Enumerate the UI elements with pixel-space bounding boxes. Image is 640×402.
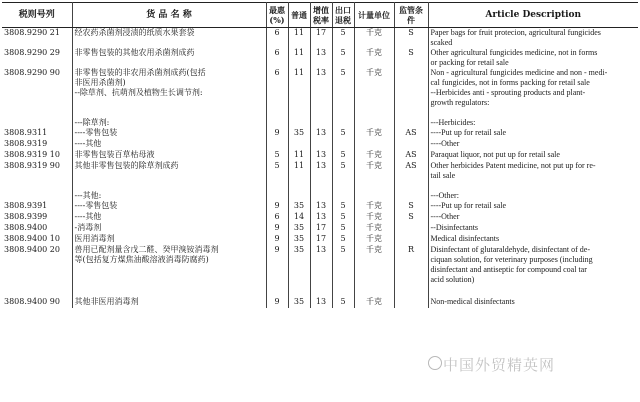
cell-code: 3808.9290 90 — [2, 68, 72, 108]
cell-description-line: tail sale — [430, 171, 456, 180]
cell-supervision — [394, 68, 428, 108]
cell-rebate: 5 — [332, 201, 354, 212]
cell-description — [428, 150, 638, 161]
cell-description — [428, 48, 638, 68]
cell-code: 3808.9400 90 — [2, 297, 72, 308]
cell-general: 11 — [288, 28, 310, 49]
cell-description-line: --Disinfectants — [430, 223, 479, 232]
cell-code: 3808.9400 20 — [2, 245, 72, 297]
cell-general: 35 — [288, 128, 310, 139]
cell-unit: 千克 — [354, 150, 394, 161]
cell-goods — [72, 245, 266, 297]
header-unit: 计量单位 — [354, 3, 394, 28]
cell-supervision: S — [394, 28, 428, 49]
cell-mfn: 6 — [266, 212, 288, 223]
cell-goods — [72, 68, 266, 108]
cell-goods-line: ---除草剂: — [74, 118, 110, 127]
cell-goods-line: 经农药杀菌剂浸渍的纸质水果套袋 — [74, 28, 195, 37]
header-supervision: 监管条件 — [394, 3, 428, 28]
cell-rebate: 5 — [332, 161, 354, 181]
cell-supervision — [394, 139, 428, 150]
cell-code: 3808.9290 21 — [2, 28, 72, 49]
watermark-text: 中国外贸精英网 — [443, 356, 556, 374]
cell-description-line: ----Other — [430, 212, 460, 221]
cell-mfn: 9 — [266, 128, 288, 139]
cell-rebate — [332, 181, 354, 201]
cell-mfn: 9 — [266, 245, 288, 297]
cell-vat — [310, 181, 332, 201]
cell-code — [2, 108, 72, 128]
cell-goods-line: 非零售包装的其他农用杀菌剂成药 — [74, 48, 195, 57]
cell-description — [428, 234, 638, 245]
cell-description-line: --Herbicides anti - sprouting products and plant- — [430, 88, 586, 97]
cell-description — [428, 212, 638, 223]
header-general: 普通 — [288, 3, 310, 28]
header-code: 税则号列 — [2, 3, 72, 28]
cell-goods — [72, 297, 266, 308]
cell-supervision — [394, 223, 428, 234]
cell-description — [428, 201, 638, 212]
cell-unit — [354, 139, 394, 150]
table-body — [2, 28, 638, 309]
cell-supervision: AS — [394, 161, 428, 181]
cell-description-line: scaked — [430, 38, 453, 47]
cell-description-line: cal fungicides, not in forms packing for retail sale — [430, 78, 590, 87]
table-row — [2, 139, 638, 150]
cell-general: 11 — [288, 150, 310, 161]
cell-code: 3808.9319 90 — [2, 161, 72, 181]
cell-rebate: 5 — [332, 223, 354, 234]
cell-goods-line: 兽用已配剂量含戊二醛、癸甲溴铵消毒剂 — [74, 245, 219, 254]
cell-supervision — [394, 108, 428, 128]
cell-vat — [310, 139, 332, 150]
table-row — [2, 212, 638, 223]
cell-description — [428, 245, 638, 297]
table-row — [2, 161, 638, 181]
cell-mfn — [266, 181, 288, 201]
cell-supervision — [394, 181, 428, 201]
cell-goods-line: 非医用杀菌剂) — [74, 78, 126, 87]
table-row — [2, 28, 638, 49]
cell-vat: 13 — [310, 297, 332, 308]
cell-rebate: 5 — [332, 68, 354, 108]
cell-mfn: 9 — [266, 201, 288, 212]
cell-goods-line: --除草剂、抗萌剂及植物生长调节剂: — [74, 88, 203, 97]
cell-unit: 千克 — [354, 223, 394, 234]
cell-goods — [72, 150, 266, 161]
cell-general: 11 — [288, 68, 310, 108]
cell-general — [288, 108, 310, 128]
cell-description — [428, 139, 638, 150]
cell-description-line: Disinfectant of glutaraldehyde, disinfectant of de- — [430, 245, 590, 254]
cell-goods — [72, 139, 266, 150]
cell-code: 3808.9400 — [2, 223, 72, 234]
cell-vat — [310, 108, 332, 128]
cell-vat: 13 — [310, 245, 332, 297]
cell-unit: 千克 — [354, 68, 394, 108]
cell-goods-line: 其他非零售包装的除草剂成药 — [74, 161, 179, 170]
cell-code — [2, 181, 72, 201]
cell-general: 35 — [288, 234, 310, 245]
table-row — [2, 48, 638, 68]
cell-goods — [72, 223, 266, 234]
cell-description-line: Non - agricultural fungicides medicine and non - medi- — [430, 68, 608, 77]
cell-vat: 13 — [310, 150, 332, 161]
header-goods: 货 品 名 称 — [72, 3, 266, 28]
header-description: Article Description — [428, 3, 638, 28]
cell-goods-line: -消毒剂 — [74, 223, 102, 232]
cell-unit — [354, 181, 394, 201]
table-row — [2, 150, 638, 161]
cell-description-line: or packing for retail sale — [430, 58, 509, 67]
cell-rebate — [332, 108, 354, 128]
table-row — [2, 181, 638, 201]
watermark-logo-icon — [428, 356, 442, 370]
cell-vat: 13 — [310, 212, 332, 223]
cell-code: 3808.9400 10 — [2, 234, 72, 245]
cell-goods — [72, 234, 266, 245]
table-row — [2, 297, 638, 308]
cell-supervision — [394, 297, 428, 308]
cell-description — [428, 161, 638, 181]
cell-supervision: S — [394, 212, 428, 223]
table-row — [2, 245, 638, 297]
cell-description — [428, 68, 638, 108]
cell-description — [428, 128, 638, 139]
cell-vat: 17 — [310, 28, 332, 49]
cell-general: 11 — [288, 161, 310, 181]
header-vat: 增值税率 — [310, 3, 332, 28]
cell-vat: 13 — [310, 68, 332, 108]
cell-description-line: acid solution) — [430, 275, 475, 284]
cell-description — [428, 181, 638, 201]
cell-mfn — [266, 108, 288, 128]
cell-vat: 13 — [310, 48, 332, 68]
cell-goods — [72, 28, 266, 49]
cell-unit: 千克 — [354, 212, 394, 223]
cell-goods-line: 非零售包装的非农用杀菌剂成药(包括 — [74, 68, 206, 77]
cell-rebate: 5 — [332, 245, 354, 297]
cell-goods-line: ---其他: — [74, 191, 102, 200]
cell-goods-line: 其他非医用消毒剂 — [74, 297, 139, 306]
cell-mfn — [266, 139, 288, 150]
cell-description-line: Other agricultural fungicides medicine, not in forms — [430, 48, 598, 57]
cell-unit: 千克 — [354, 161, 394, 181]
cell-supervision: AS — [394, 128, 428, 139]
header-mfn: 最惠(%) — [266, 3, 288, 28]
cell-vat: 13 — [310, 128, 332, 139]
cell-description-line: Paraquat liquor, not put up for retail sale — [430, 150, 560, 159]
cell-supervision: S — [394, 201, 428, 212]
cell-rebate: 5 — [332, 48, 354, 68]
table-header — [2, 3, 638, 28]
cell-vat: 13 — [310, 161, 332, 181]
cell-mfn: 9 — [266, 223, 288, 234]
cell-general: 35 — [288, 223, 310, 234]
cell-description — [428, 297, 638, 308]
cell-code: 3808.9319 10 — [2, 150, 72, 161]
cell-code: 3808.9290 29 — [2, 48, 72, 68]
cell-description — [428, 223, 638, 234]
cell-goods — [72, 128, 266, 139]
cell-unit: 千克 — [354, 245, 394, 297]
cell-code: 3808.9399 — [2, 212, 72, 223]
cell-mfn: 9 — [266, 297, 288, 308]
cell-description-line: ----Other — [430, 139, 460, 148]
table-row — [2, 201, 638, 212]
cell-general: 14 — [288, 212, 310, 223]
cell-code: 3808.9311 — [2, 128, 72, 139]
cell-description-line: ciquan solution, for veterinary purposes (including — [430, 255, 593, 264]
cell-general: 11 — [288, 48, 310, 68]
cell-goods-line: 非零售包装百草枯母液 — [74, 150, 155, 159]
cell-mfn: 6 — [266, 68, 288, 108]
cell-vat: 17 — [310, 234, 332, 245]
cell-goods — [72, 201, 266, 212]
cell-unit: 千克 — [354, 128, 394, 139]
cell-general: 35 — [288, 297, 310, 308]
cell-description-line: disinfectant and antiseptic for compound coal tar — [430, 265, 587, 274]
cell-unit: 千克 — [354, 234, 394, 245]
cell-description-line: Medical disinfectants — [430, 234, 500, 243]
table-row — [2, 108, 638, 128]
cell-code: 3808.9391 — [2, 201, 72, 212]
cell-goods — [72, 48, 266, 68]
cell-description-line: Paper bags for fruit protecion, agricultural fungicides — [430, 28, 601, 37]
cell-mfn: 6 — [266, 48, 288, 68]
cell-goods-line: ----零售包装 — [74, 128, 118, 137]
cell-unit: 千克 — [354, 297, 394, 308]
cell-mfn: 5 — [266, 161, 288, 181]
cell-mfn: 6 — [266, 28, 288, 49]
cell-supervision: S — [394, 48, 428, 68]
header-export-rebate: 出口退税 — [332, 3, 354, 28]
cell-rebate: 5 — [332, 128, 354, 139]
cell-general — [288, 139, 310, 150]
cell-mfn: 5 — [266, 150, 288, 161]
cell-goods-line: ----其他 — [74, 139, 102, 148]
cell-description-line: ---Herbicides: — [430, 118, 476, 127]
cell-rebate: 5 — [332, 28, 354, 49]
cell-general — [288, 181, 310, 201]
table-row — [2, 223, 638, 234]
cell-rebate — [332, 139, 354, 150]
cell-supervision: R — [394, 245, 428, 297]
cell-unit: 千克 — [354, 48, 394, 68]
cell-rebate: 5 — [332, 297, 354, 308]
cell-rebate: 5 — [332, 234, 354, 245]
cell-vat: 13 — [310, 201, 332, 212]
cell-unit: 千克 — [354, 201, 394, 212]
cell-rebate: 5 — [332, 212, 354, 223]
cell-goods-line: ----其他 — [74, 212, 102, 221]
table-row — [2, 68, 638, 108]
cell-description — [428, 28, 638, 49]
cell-goods — [72, 161, 266, 181]
cell-rebate: 5 — [332, 150, 354, 161]
cell-goods — [72, 108, 266, 128]
cell-goods — [72, 181, 266, 201]
cell-goods — [72, 212, 266, 223]
cell-unit: 千克 — [354, 28, 394, 49]
cell-description-line: ----Put up for retail sale — [430, 201, 507, 210]
cell-goods-line: 医用消毒剂 — [74, 234, 115, 243]
tariff-table — [2, 2, 638, 308]
cell-description-line: Other herbicides Patent medicine, not put up for re- — [430, 161, 596, 170]
cell-general: 35 — [288, 201, 310, 212]
cell-goods-line: 等(包括复方煤焦油酸溶液消毒防腐药) — [74, 255, 209, 264]
cell-goods-line: ----零售包装 — [74, 201, 118, 210]
cell-description-line: growth regulators: — [430, 98, 490, 107]
cell-mfn: 9 — [266, 234, 288, 245]
cell-description-line: ----Put up for retail sale — [430, 128, 507, 137]
cell-unit — [354, 108, 394, 128]
cell-supervision — [394, 234, 428, 245]
cell-supervision: AS — [394, 150, 428, 161]
cell-vat: 17 — [310, 223, 332, 234]
cell-code: 3808.9319 — [2, 139, 72, 150]
cell-description-line: Non-medical disinfectants — [430, 297, 515, 306]
table-row — [2, 128, 638, 139]
cell-general: 35 — [288, 245, 310, 297]
table-row — [2, 234, 638, 245]
cell-description-line: ---Other: — [430, 191, 459, 200]
cell-description — [428, 108, 638, 128]
